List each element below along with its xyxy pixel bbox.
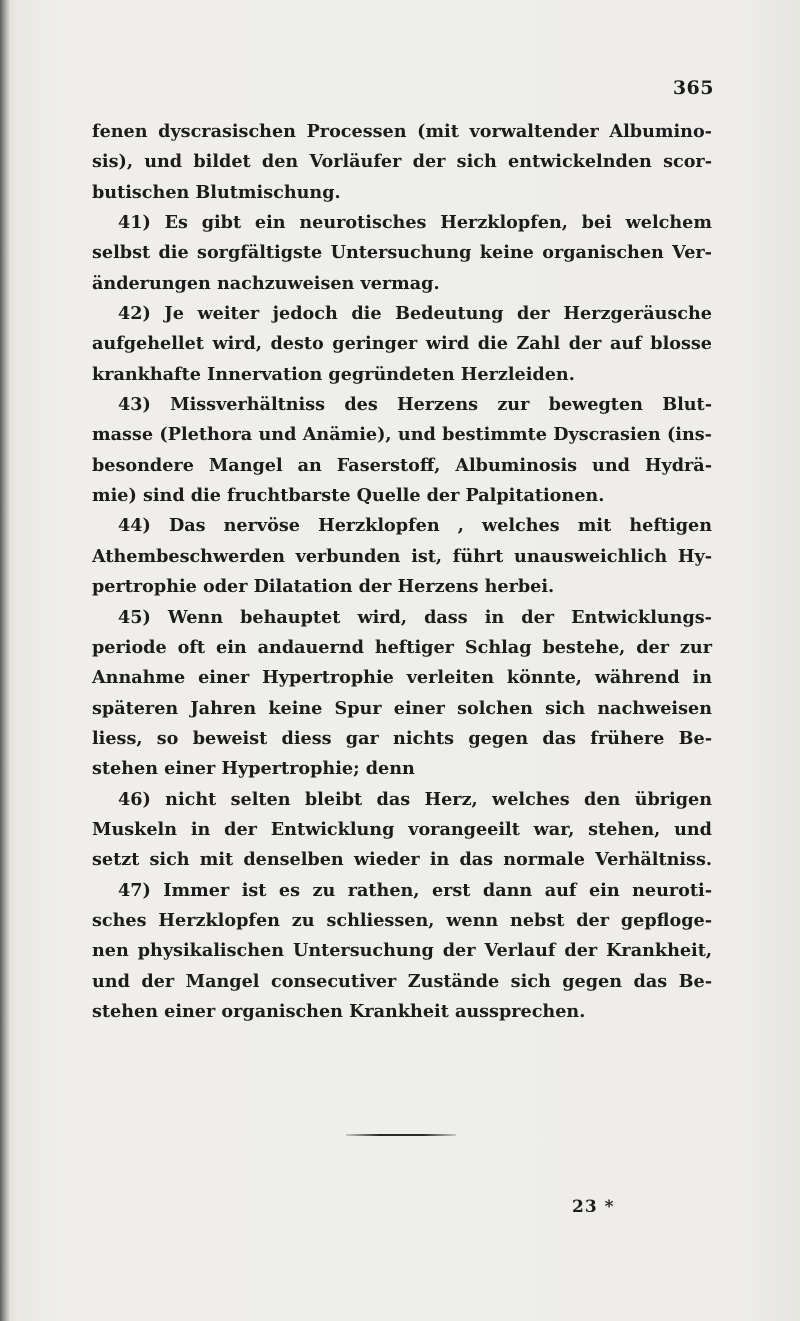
text-line: und der Mangel consecutiver Zustände sich gegen das Be- xyxy=(92,970,712,992)
printer-signature: 23 * xyxy=(572,1197,615,1217)
text-line: späteren Jahren keine Spur einer solchen sich nachweisen xyxy=(92,697,712,719)
text-line: Muskeln in der Entwicklung vorangeeilt war, stehen, und xyxy=(92,818,712,840)
text-line: selbst die sorgfältigste Untersuchung keine organischen Ver- xyxy=(92,242,712,264)
text-line: stehen einer Hypertrophie; denn xyxy=(92,758,415,780)
body-text xyxy=(92,117,712,1027)
decorative-rule xyxy=(346,1134,456,1136)
text-line: 44) Das nervöse Herzklopfen , welches mit heftigen xyxy=(118,515,712,537)
text-line: Annahme einer Hypertrophie verleiten könnte, während in xyxy=(92,667,712,689)
text-line: 41) Es gibt ein neurotisches Herzklopfen, bei welchem xyxy=(118,212,712,234)
text-line: 42) Je weiter jedoch die Bedeutung der Herzgeräusche xyxy=(118,303,712,325)
page-number: 365 xyxy=(672,77,714,99)
text-line: 47) Immer ist es zu rathen, erst dann auf ein neuroti- xyxy=(118,879,712,901)
text-line: Athembeschwerden verbunden ist, führt unausweichlich Hy- xyxy=(92,545,712,567)
text-line: nen physikalischen Untersuchung der Verlauf der Krankheit, xyxy=(92,940,712,962)
text-line: fenen dyscrasischen Processen (mit vorwaltender Albumino- xyxy=(92,121,712,142)
text-line: 43) Missverhältniss des Herzens zur bewegten Blut- xyxy=(118,394,712,416)
text-line: stehen einer organischen Krankheit aussprechen. xyxy=(92,1000,586,1022)
text-line: sches Herzklopfen zu schliessen, wenn nebst der gepfloge- xyxy=(92,909,712,931)
text-line: setzt sich mit denselben wieder in das normale Verhältniss. xyxy=(92,849,712,871)
text-line: änderungen nachzuweisen vermag. xyxy=(92,272,440,294)
text-line: krankhafte Innervation gegründeten Herzleiden. xyxy=(92,363,575,385)
text-line: aufgehellet wird, desto geringer wird die Zahl der auf blosse xyxy=(92,333,712,355)
text-line: butischen Blutmischung. xyxy=(92,181,341,203)
text-line: mie) sind die fruchtbarste Quelle der Palpitationen. xyxy=(92,485,605,507)
text-line: liess, so beweist diess gar nichts gegen das frühere Be- xyxy=(92,727,712,749)
text-line: pertrophie oder Dilatation der Herzens herbei. xyxy=(92,576,555,598)
text-line: besondere Mangel an Faserstoff, Albuminosis und Hydrä- xyxy=(92,454,712,476)
text-line: 45) Wenn behauptet wird, dass in der Entwicklungs- xyxy=(118,606,712,628)
binding-shadow xyxy=(0,0,10,1321)
text-line: periode oft ein andauernd heftiger Schlag bestehe, der zur xyxy=(92,636,712,658)
text-line: sis), und bildet den Vorläufer der sich entwickelnden scor- xyxy=(92,151,712,173)
text-line: 46) nicht selten bleibt das Herz, welches den übrigen xyxy=(118,788,712,810)
text-line: masse (Plethora und Anämie), und bestimmte Dyscrasien (ins- xyxy=(92,424,712,446)
